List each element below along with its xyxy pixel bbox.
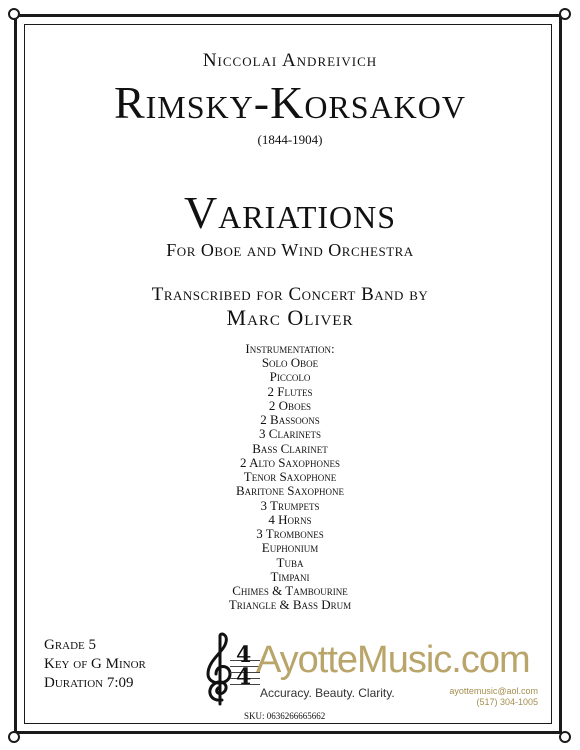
publisher-tagline: Accuracy. Beauty. Clarity. (260, 686, 395, 700)
instrument-item: Baritone Saxophone (236, 483, 344, 499)
instrument-item: 4 Horns (268, 511, 312, 527)
instrumentation-list (0, 342, 580, 613)
corner-ornament (559, 8, 571, 20)
corner-ornament (8, 8, 20, 20)
instrument-item: Bass Clarinet (252, 440, 328, 456)
publisher-brand-text: AyotteMusic.com (256, 639, 530, 681)
composer-dates: (1844-1904) (257, 132, 323, 147)
arranger-name: Marc Oliver (226, 305, 354, 330)
time-signature-top: 4 (236, 642, 252, 668)
piece-info (44, 636, 146, 693)
instrument-item: 2 Alto Saxophones (240, 454, 340, 470)
publisher-logo (200, 630, 540, 708)
time-signature-bottom: 4 (236, 664, 252, 690)
instrument-item: 2 Bassoons (260, 412, 320, 427)
instrument-item: Piccolo (269, 369, 311, 385)
instrument-item: Timpani (270, 568, 310, 584)
instrument-item: Triangle & Bass Drum (228, 597, 352, 613)
instrument-item: Solo Oboe (261, 355, 319, 370)
piece-title: Variations (183, 187, 397, 238)
corner-ornament (559, 731, 571, 743)
key-label: Key of G Minor (44, 656, 146, 672)
publisher-email[interactable]: ayottemusic@aol.com (449, 686, 538, 696)
instrument-item: 2 Flutes (267, 383, 313, 399)
instrument-item: 3 Clarinets (259, 426, 321, 442)
instrument-item: 3 Trombones (256, 526, 324, 541)
instrument-item: Chimes & Tambourine (232, 583, 348, 598)
instrument-item: 2 Oboes (268, 397, 312, 413)
publisher-phone: (517) 304-1005 (476, 697, 538, 707)
time-signature (236, 644, 251, 688)
corner-ornament (8, 731, 20, 743)
sku-number: SKU: 0636266665662 (244, 711, 326, 721)
piece-subtitle: For Oboe and Wind Orchestra (166, 240, 414, 260)
instrument-item: Euphonium (261, 540, 319, 556)
instrument-item: 3 Trumpets (260, 497, 320, 513)
transcribed-by-label: Transcribed for Concert Band by (151, 284, 429, 305)
instrumentation-heading: Instrumentation: (245, 341, 335, 356)
instrument-item: Tenor Saxophone (243, 469, 337, 484)
duration-label: Duration 7:09 (44, 675, 134, 691)
instrument-item: Tuba (276, 554, 304, 570)
instrument-list (0, 356, 580, 613)
composer-last-name: Rimsky-Korsakov (113, 77, 467, 128)
composer-first-names: Niccolai Andreivich (202, 50, 378, 71)
grade-label: Grade 5 (44, 637, 97, 653)
publisher-brand (256, 640, 530, 680)
